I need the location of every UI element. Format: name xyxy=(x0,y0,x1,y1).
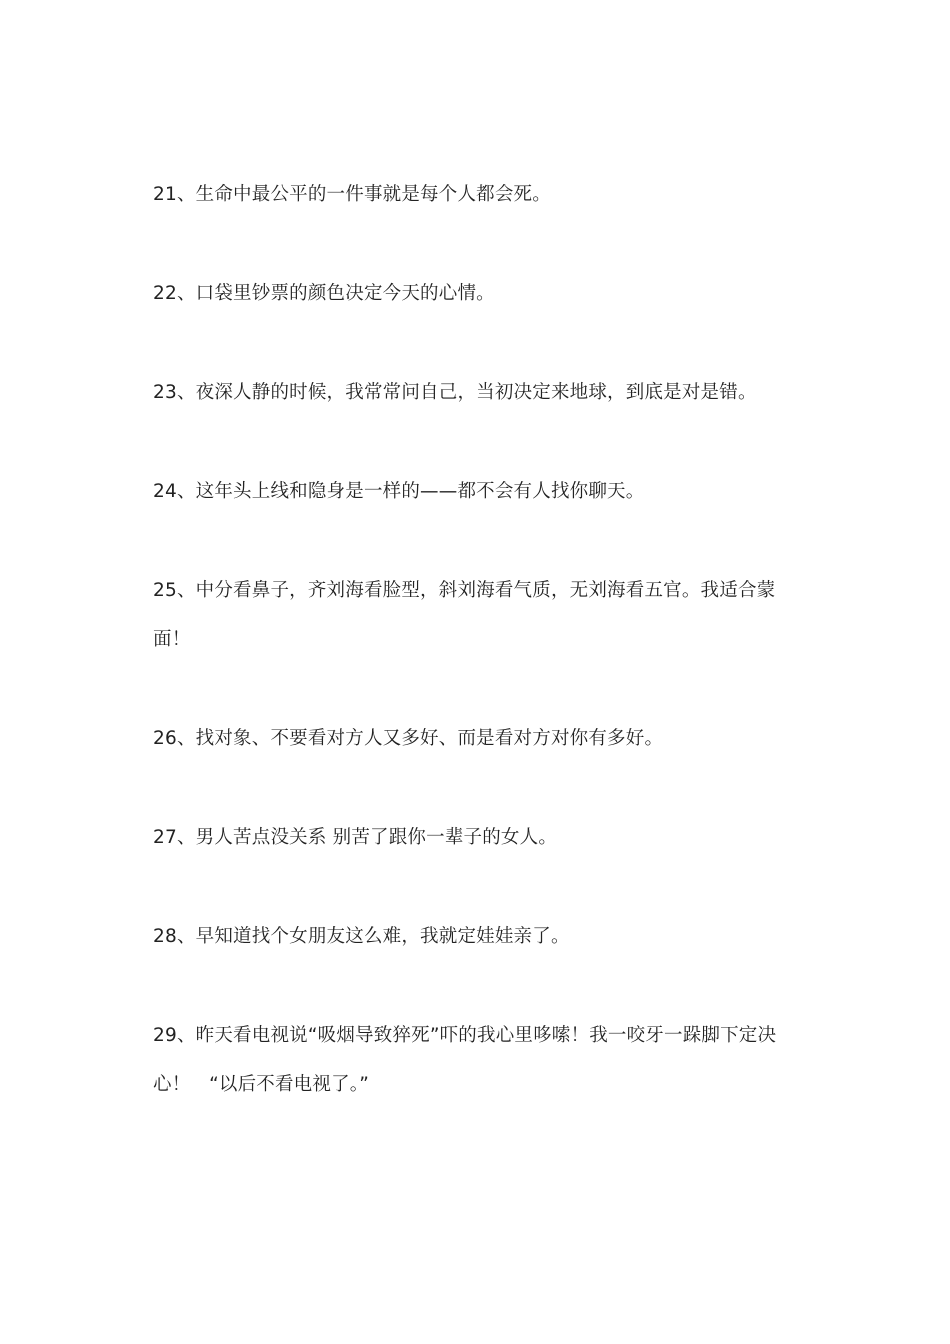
quote-item-21: 21、生命中最公平的一件事就是每个人都会死。 xyxy=(153,184,551,205)
quote-item-22: 22、口袋里钞票的颜色决定今天的心情。 xyxy=(153,283,495,304)
quote-item-23: 23、夜深人静的时候，我常常问自己，当初决定来地球，到底是对是错。 xyxy=(153,382,757,403)
quote-list xyxy=(153,170,798,1159)
quote-item-25: 25、中分看鼻子，齐刘海看脸型，斜刘海看气质，无刘海看五官。我适合蒙面！ xyxy=(153,580,776,650)
quote-item-24: 24、这年头上线和隐身是一样的——都不会有人找你聊天。 xyxy=(153,481,645,502)
quote-item-28: 28、早知道找个女朋友这么难，我就定娃娃亲了。 xyxy=(153,926,570,947)
quote-item-26: 26、找对象、不要看对方人又多好、而是看对方对你有多好。 xyxy=(153,728,664,749)
quote-item-29: 29、昨天看电视说“吸烟导致猝死”吓的我心里哆嗦！我一咬牙一跺脚下定决心！ “以后不看电视了。” xyxy=(153,1025,777,1095)
quote-item-27: 27、男人苦点没关系 别苦了跟你一辈子的女人。 xyxy=(153,827,558,848)
